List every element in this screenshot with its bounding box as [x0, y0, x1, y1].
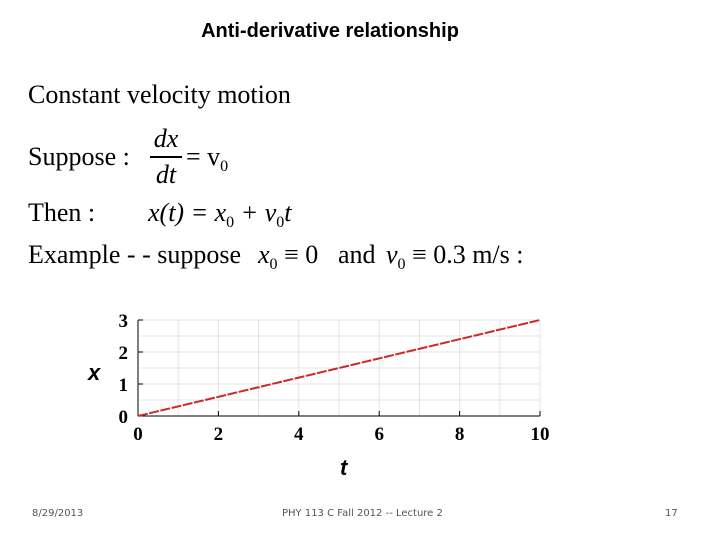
footer-course: PHY 113 C Fall 2012 -- Lecture 2 — [282, 508, 443, 519]
x-tick-label: 8 — [454, 424, 465, 445]
y-tick-label: 2 — [118, 343, 128, 364]
y-tick-label: 0 — [118, 407, 128, 428]
x0-value: ≡ 0 — [277, 240, 319, 269]
grid-layer — [138, 320, 540, 416]
tick-layer — [119, 311, 550, 445]
series-line — [138, 320, 540, 416]
y-tick-label: 1 — [118, 375, 128, 396]
suppose-rhs — [186, 142, 228, 176]
x-tick-label: 10 — [530, 424, 550, 445]
y-axis-label: x — [88, 360, 101, 385]
footer-page: 17 — [665, 508, 678, 519]
subscript-0: 0 — [226, 214, 235, 231]
derivative-fraction — [150, 124, 182, 190]
equals-v: = v — [186, 142, 221, 171]
then-eq-part1: x(t) = x — [148, 198, 227, 227]
then-label: Then : — [28, 198, 96, 227]
x-tick-label: 4 — [294, 424, 304, 445]
fraction-bar — [150, 156, 182, 158]
example-and: and — [338, 240, 376, 269]
x-tick-label: 2 — [213, 424, 224, 445]
y-tick-label: 3 — [118, 311, 128, 332]
v0-value: ≡ 0.3 m/s : — [405, 240, 524, 269]
subscript-0: 0 — [397, 256, 406, 273]
footer-date: 8/29/2013 — [32, 508, 84, 519]
suppose-label: Suppose : — [28, 142, 130, 171]
subscript-0: 0 — [276, 214, 285, 231]
example-label: Example - - suppose — [28, 240, 242, 269]
slide-title: Anti-derivative relationship — [201, 20, 459, 42]
fraction-denominator: dt — [155, 159, 177, 189]
x-tick-label: 0 — [133, 424, 143, 445]
subscript-0: 0 — [269, 256, 278, 273]
then-eq-part2: + v — [234, 198, 277, 227]
x0-symbol: x — [258, 240, 270, 269]
subscript-0: 0 — [220, 158, 229, 175]
example-v0 — [386, 240, 524, 274]
then-equation — [148, 198, 292, 232]
fraction-numerator: dx — [153, 124, 179, 153]
v0-symbol: v — [386, 240, 398, 269]
then-eq-part3: t — [284, 198, 292, 227]
example-x0 — [258, 240, 318, 274]
heading-constant-velocity: Constant velocity motion — [28, 80, 291, 109]
x-tick-label: 6 — [374, 424, 384, 445]
x-axis-label: t — [340, 455, 348, 480]
series-layer — [138, 320, 540, 416]
